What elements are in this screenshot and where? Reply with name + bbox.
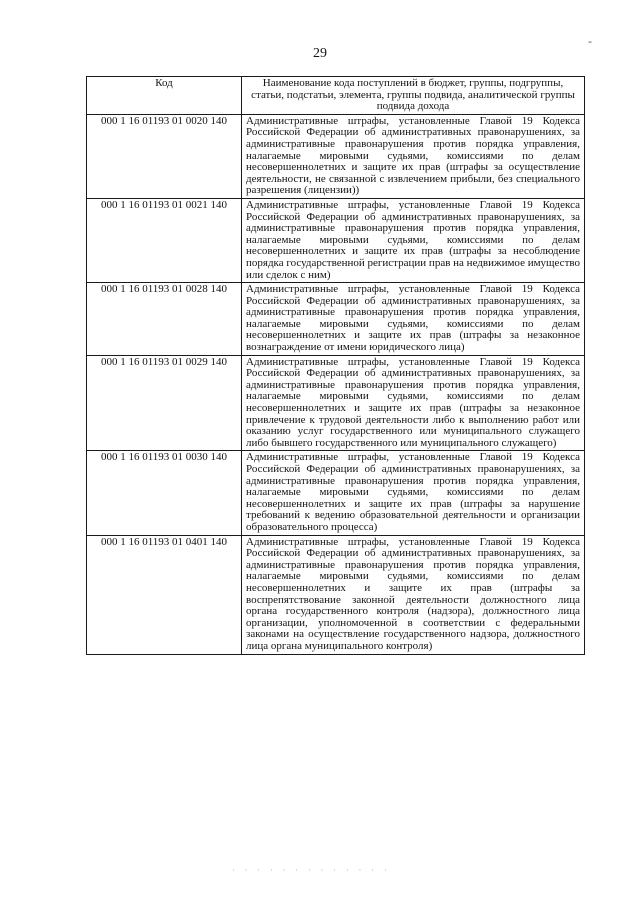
row-description: Административные штрафы, установленные Главой 19 Кодекса Российской Федерации об административных правонарушениях, за административные правонарушения против порядка управления, налагаемые мировыми судьями, комиссиями по делам несовершеннолетних и защите их прав (штрафы за осуществление деятельности, не связанной с извлечением прибыли, без специального разрешения (лицензии)) [242, 114, 585, 198]
row-description: Административные штрафы, установленные Главой 19 Кодекса Российской Федерации об административных правонарушениях, за административные правонарушения против порядка управления, налагаемые мировыми судьями, комиссиями по делам несовершеннолетних и защите их прав (штрафы за незаконное вознаграждение от имени юридического лица) [242, 283, 585, 356]
row-code: 000 1 16 01193 01 0028 140 [87, 283, 242, 356]
revenue-codes-table [86, 76, 585, 655]
row-code: 000 1 16 01193 01 0020 140 [87, 114, 242, 198]
row-description: Административные штрафы, установленные Главой 19 Кодекса Российской Федерации об административных правонарушениях, за административные правонарушения против порядка управления, налагаемые мировыми судьями, комиссиями по делам несовершеннолетних и защите их прав (штрафы за несоблюдение порядка государственной регистрации прав на недвижимое имущество или сделок с ним) [242, 198, 585, 282]
scan-artifact-dots: · · · · · · · · · · · · · [232, 866, 391, 875]
table-row [87, 535, 585, 654]
row-description: Административные штрафы, установленные Главой 19 Кодекса Российской Федерации об административных правонарушениях, за административные правонарушения против порядка управления, налагаемые мировыми судьями, комиссиями по делам несовершеннолетних и защите их прав (штрафы за незаконное привлечение к трудовой деятельности либо к выполнению работ или оказанию услуг государственного или муниципального служащего либо бывшего государственного или муниципального служащего) [242, 355, 585, 451]
table-row [87, 451, 585, 535]
table-header-row [87, 77, 585, 115]
header-code: Код [87, 77, 242, 115]
corner-mark: ‐ [588, 34, 592, 48]
row-code: 000 1 16 01193 01 0029 140 [87, 355, 242, 451]
row-description: Административные штрафы, установленные Главой 19 Кодекса Российской Федерации об административных правонарушениях, за административные правонарушения против порядка управления, налагаемые мировыми судьями, комиссиями по делам несовершеннолетних и защите их прав (штрафы за воспрепятствование законной деятельности должностного лица органа государственного контроля (надзора), должностного лица организации, уполномоченной в соответствии с федеральными законами на осуществление государственного надзора, должностного лица органа муниципального контроля) [242, 535, 585, 654]
row-code: 000 1 16 01193 01 0021 140 [87, 198, 242, 282]
table-row [87, 355, 585, 451]
table-row [87, 114, 585, 198]
header-name: Наименование кода поступлений в бюджет, группы, подгруппы, статьи, подстатьи, элемента, группы подвида, аналитической группы подвида дохода [242, 77, 585, 115]
row-code: 000 1 16 01193 01 0401 140 [87, 535, 242, 654]
table-row [87, 283, 585, 356]
row-code: 000 1 16 01193 01 0030 140 [87, 451, 242, 535]
page-number: 29 [313, 46, 327, 61]
row-description: Административные штрафы, установленные Главой 19 Кодекса Российской Федерации об административных правонарушениях, за административные правонарушения против порядка управления, налагаемые мировыми судьями, комиссиями по делам несовершеннолетних и защите их прав (штрафы за нарушение требований к ведению образовательной деятельности и организации образовательного процесса) [242, 451, 585, 535]
table-row [87, 198, 585, 282]
